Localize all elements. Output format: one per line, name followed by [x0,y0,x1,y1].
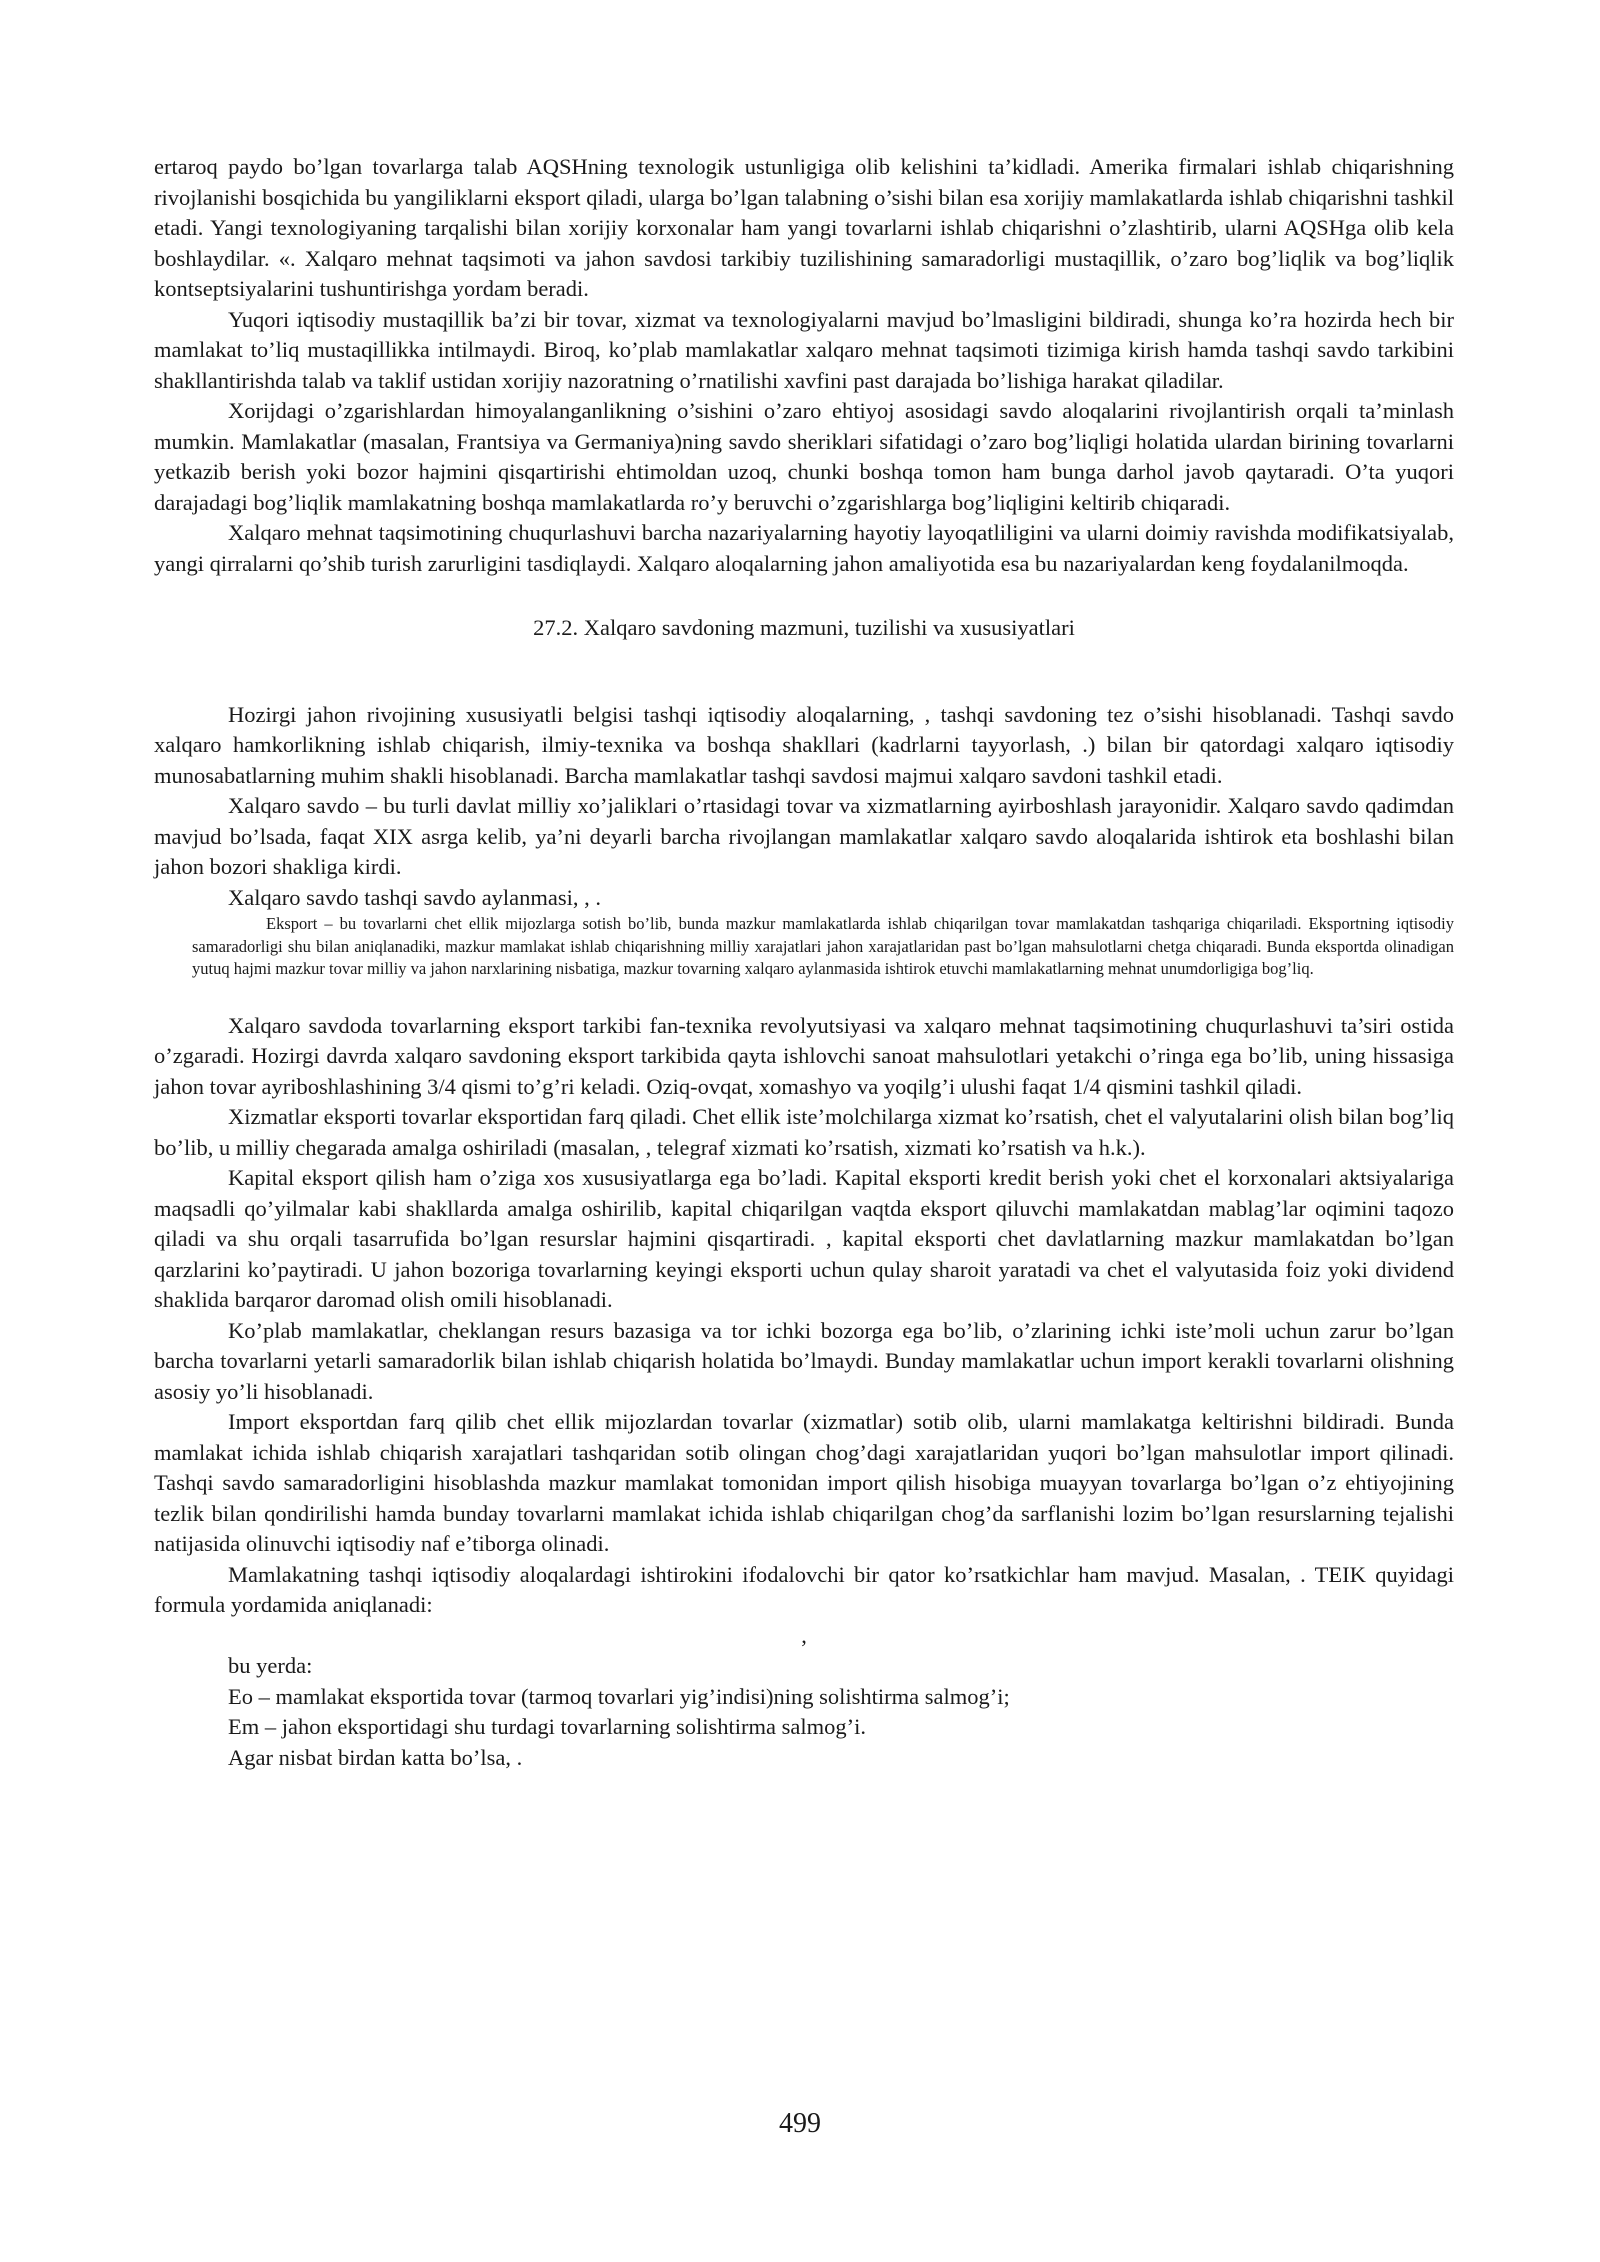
paragraph: Mamlakatning tashqi iqtisodiy aloqalardagi ishtirokini ifodalovchi bir qator ko’rsatkichlar ham mavjud. Masalan, . TEIK quyidagi formula yordamida aniqlanadi: [154,1561,1454,1617]
paragraph: Hozirgi jahon rivojining xususiyatli belgisi tashqi iqtisodiy aloqalarning, , tashqi savdoning tez o’sishi hisoblanadi. Tashqi savdo xalqaro hamkorlikning ishlab chiqarish, ilmiy-texnika va boshqa shakllari (kadrlarni tayyorlash, .) bilan bir qatordagi xalqaro iqtisodiy munosabatlarning muhim shakli hisoblanadi. Barcha mamlakatlar tashqi savdosi majmui xalqaro savdoni tashkil etadi. [154,701,1454,788]
document-page [154,152,1454,1773]
formula-placeholder: , [801,1622,807,1648]
paragraph: Xalqaro savdo tashqi savdo aylanmasi, , . [228,884,602,910]
paragraph: Xalqaro mehnat taqsimotining chuqurlashuvi barcha nazariyalarning hayotiy layoqatliligini va ularni doimiy ravishda modifikatsiyalab, yangi qirralarni qo’shib turish zarurligini tasdiqlaydi. Xalqaro aloqalarning jahon amaliyotida esa bu nazariyalardan keng foydalanilmoqda. [154,520,1454,576]
paragraph: Kapital eksport qilish ham o’ziga xos xususiyatlarga ega bo’ladi. Kapital eksporti kredit berish yoki chet el korxonalari aktsiyalariga maqsadli qo’yilmalar kabi shakllarda amalga oshirilib, kapital chiqarilgan vaqtda eksport qiluvchi mamlakatdan mablag’lar oqimini taqozo qiladi va shu orqali tasarrufida bo’lgan resurslar hajmini qisqartiradi. , kapital eksporti chet davlatlarning mazkur mamlakatdan bo’lgan qarzlarini ko’paytiradi. U jahon bozoriga tovarlarning keyingi eksporti uchun qulay sharoit yaratadi va chet el valyutasida foiz yoki dividend shaklida barqaror daromad olish omili hisoblanadi. [154,1165,1454,1312]
explanation-line: bu yerda: [228,1653,313,1678]
explanation-line: Em – jahon eksportidagi shu turdagi tovarlarning solishtirma salmog’i. [228,1714,867,1739]
explanation-line: Agar nisbat birdan katta bo’lsa, . [228,1744,523,1770]
section-title: 27.2. Xalqaro savdoning mazmuni, tuzilishi va xususiyatlari [533,615,1075,640]
paragraph: Xalqaro savdoda tovarlarning eksport tarkibi fan-texnika revolyutsiyasi va xalqaro mehnat taqsimotining chuqurlashuvi ta’siri ostida o’zgaradi. Hozirgi davrda xalqaro savdoning eksport tarkibida qayta ishlovchi sanoat mahsulotlari yetakchi o’ringa ega bo’lib, uning hissasiga jahon tovar ayriboshlashining 3/4 qismi to’g’ri keladi. Oziq-ovqat, xomashyo va yoqilg’i ulushi faqat 1/4 qismini tashkil qiladi. [154,1012,1454,1099]
paragraph: Xorijdagi o’zgarishlardan himoyalanganlikning o’sishini o’zaro ehtiyoj asosidagi savdo aloqalarini rivojlantirish orqali ta’minlash mumkin. Mamlakatlar (masalan, Frantsiya va Germaniya)ning savdo sheriklari sifatidagi o’zaro bog’liqligi holatida ulardan birining tovarlarni yetkazib berish yoki bozor hajmini qisqartirishi ehtimoldan uzoq, chunki boshqa tomon ham bunga darhol javob qaytaradi. O’ta yuqori darajadagi bog’liqlik mamlakatning boshqa mamlakatlarda ro’y beruvchi o’zgarishlarga bog’liqligini keltirib chiqaradi. [154,398,1454,515]
page-number: 499 [779,2108,821,2139]
paragraph: Xalqaro savdo – bu turli davlat milliy xo’jaliklari o’rtasidagi tovar va xizmatlarning ayirboshlash jarayonidir. Xalqaro savdo qadimdan mavjud bo’lsada, faqat XIX asrga kelib, ya’ni deyarli barcha rivojlangan mamlakatlar xalqaro savdo aloqalarida ishtirok eta boshlashi bilan jahon bozori shakliga kirdi. [154,793,1454,879]
definition-note: Eksport – bu tovarlarni chet ellik mijozlarga sotish bo’lib, bunda mazkur mamlakatlarda ishlab chiqarilgan tovar mamlakatdan tashqariga chiqariladi. Eksportning iqtisodiy samaradorligi shu bilan aniqlanadiki, mazkur mamlakat ishlab chiqarishning milliy xarajatlari jahon xarajatlaridan past bo’lgan mahsulotlarni chetga chiqaradi. Bunda eksportda olinadigan yutuq hajmi mazkur tovar milliy va jahon narxlarining nisbatiga, mazkur tovarning xalqaro aylanmasida ishtirok etuvchi mamlakatlarning mehnat unumdorligiga bog’liq. [192,914,1454,978]
paragraph: Import eksportdan farq qilib chet ellik mijozlardan tovarlar (xizmatlar) sotib olib, ularni mamlakatga keltirishni bildiradi. Bunda mamlakat ichida ishlab chiqarish xarajatlari tashqaridan sotib olingan chog’dagi xarajatlaridan yuqori bo’lgan mahsulotlar import qilinadi. Tashqi savdo samaradorligini hisoblashda mazkur mamlakat tomonidan import qilish hisobiga muayyan tovarlarga bo’lgan o’z ehtiyojining tezlik bilan qondirilishi hamda bunday tovarlarni mamlakat ichida ishlab chiqarilgan chog’da sarflanishi lozim bo’lgan resurslarning tejalishi natijasida olinuvchi iqtisodiy naf e’tiborga olinadi. [154,1409,1454,1556]
explanation-line: Eo – mamlakat eksportida tovar (tarmoq tovarlari yig’indisi)ning solishtirma salmog’i; [228,1683,1010,1709]
paragraph: Ko’plab mamlakatlar, cheklangan resurs bazasiga va tor ichki bozorga ega bo’lib, o’zlarining ichki iste’moli uchun zarur bo’lgan barcha tovarlarni yetarli samaradorlik bilan ishlab chiqarish holatida bo’lmaydi. Bunday mamlakatlar uchun import kerakli tovarlarni olishning asosiy yo’li hisoblanadi. [154,1317,1454,1404]
paragraph: Yuqori iqtisodiy mustaqillik ba’zi bir tovar, xizmat va texnologiyalarni mavjud bo’lmasligini bildiradi, shunga ko’ra hozirda hech bir mamlakat to’liq mustaqillikka intilmaydi. Biroq, ko’plab mamlakatlar xalqaro mehnat taqsimoti tizimiga kirish hamda tashqi savdo tarkibini shakllantirishda talab va taklif ustidan xorijiy nazoratning o’rnatilishi xavfini past darajada bo’lishiga harakat qiladilar. [154,306,1454,393]
paragraph: ertaroq paydo bo’lgan tovarlarga talab AQSHning texnologik ustunligiga olib kelishini ta’kidladi. Amerika firmalari ishlab chiqarishning rivojlanishi bosqichida bu yangiliklarni eksport qiladi, ularga bo’lgan talabning o’sishi bilan esa xorijiy mamlakatlarda ishlab chiqarishni tashkil etadi. Yangi texnologiyaning tarqalishi bilan xorijiy korxonalar ham yangi tovarlarni ishlab chiqarishni o’zlashtirib, ularni AQSHga olib kela boshlaydilar. «. Xalqaro mehnat taqsimoti va jahon savdosi tarkibiy tuzilishining samaradorligi mustaqillik, o’zaro bog’liqlik va bog’liqlik kontseptsiyalarini tushuntirishga yordam beradi. [154,154,1454,301]
paragraph: Xizmatlar eksporti tovarlar eksportidan farq qiladi. Chet ellik iste’molchilarga xizmat ko’rsatish, chet el valyutalarini olish bilan bog’liq bo’lib, u milliy chegarada amalga oshiriladi (masalan, , telegraf xizmati ko’rsatish, xizmati ko’rsatish va h.k.). [154,1104,1454,1160]
